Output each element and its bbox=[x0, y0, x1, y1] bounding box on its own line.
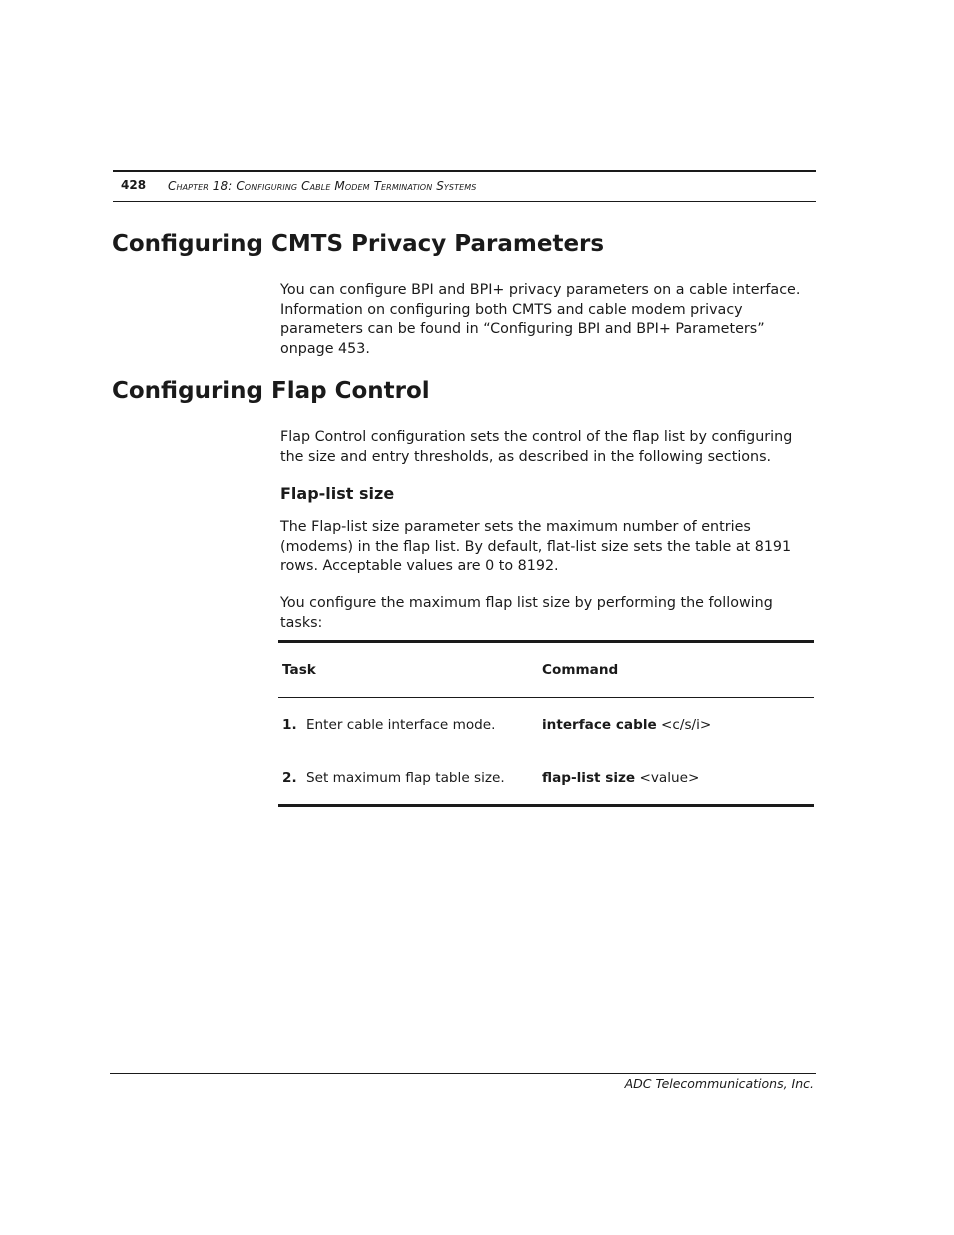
step-number: 2. bbox=[282, 769, 297, 786]
table-row bbox=[278, 751, 814, 804]
privacy-paragraph: You can configure BPI and BPI+ privacy parameters on a cable interface. Information on configuring both CMTS and cable modem privacy parameters can be found in “Configuring BPI and BPI+ Parameters” onpage 453. bbox=[280, 282, 801, 357]
task-text: Set maximum flap table size. bbox=[305, 769, 505, 786]
task-command-table bbox=[278, 640, 814, 807]
table-header-row bbox=[278, 643, 814, 698]
running-head: Chapter 18: Configuring Cable Modem Termination Systems bbox=[168, 179, 477, 193]
footer-rule bbox=[110, 1073, 816, 1074]
task-cell bbox=[278, 717, 542, 733]
section-title-flap-control: Configuring Flap Control bbox=[112, 378, 430, 404]
flap-intro-paragraph: Flap Control configuration sets the control of the flap list by configuring the size and entry thresholds, as described in the following sections. bbox=[280, 429, 793, 465]
table-row bbox=[278, 698, 814, 751]
subsection-title-flap-list-size: Flap-list size bbox=[280, 484, 395, 503]
flap-list-tasks-paragraph: You configure the maximum flap list size by performing the following tasks: bbox=[280, 595, 773, 631]
step-number: 1. bbox=[282, 716, 297, 733]
page-number: 428 bbox=[121, 178, 147, 192]
command-cell bbox=[542, 717, 814, 733]
section-title-privacy: Configuring CMTS Privacy Parameters bbox=[112, 231, 605, 257]
task-cell bbox=[278, 770, 542, 786]
table-header-command: Command bbox=[542, 662, 619, 678]
header-bottom-rule bbox=[113, 201, 816, 202]
task-text: Enter cable interface mode. bbox=[305, 716, 496, 733]
command-keyword: flap-list size bbox=[542, 769, 636, 786]
footer-company: ADC Telecommunications, Inc. bbox=[624, 1076, 814, 1091]
table-header-task: Task bbox=[282, 662, 316, 678]
command-argument: <value> bbox=[639, 769, 700, 786]
header-top-rule bbox=[113, 170, 816, 172]
flap-list-paragraph: The Flap-list size parameter sets the maximum number of entries (modems) in the flap list. By default, flat-list size sets the table at 8191 rows. Acceptable values are 0 to 8192. bbox=[280, 519, 792, 575]
command-argument: <c/s/i> bbox=[661, 716, 712, 733]
command-cell bbox=[542, 770, 814, 786]
command-keyword: interface cable bbox=[542, 716, 657, 733]
